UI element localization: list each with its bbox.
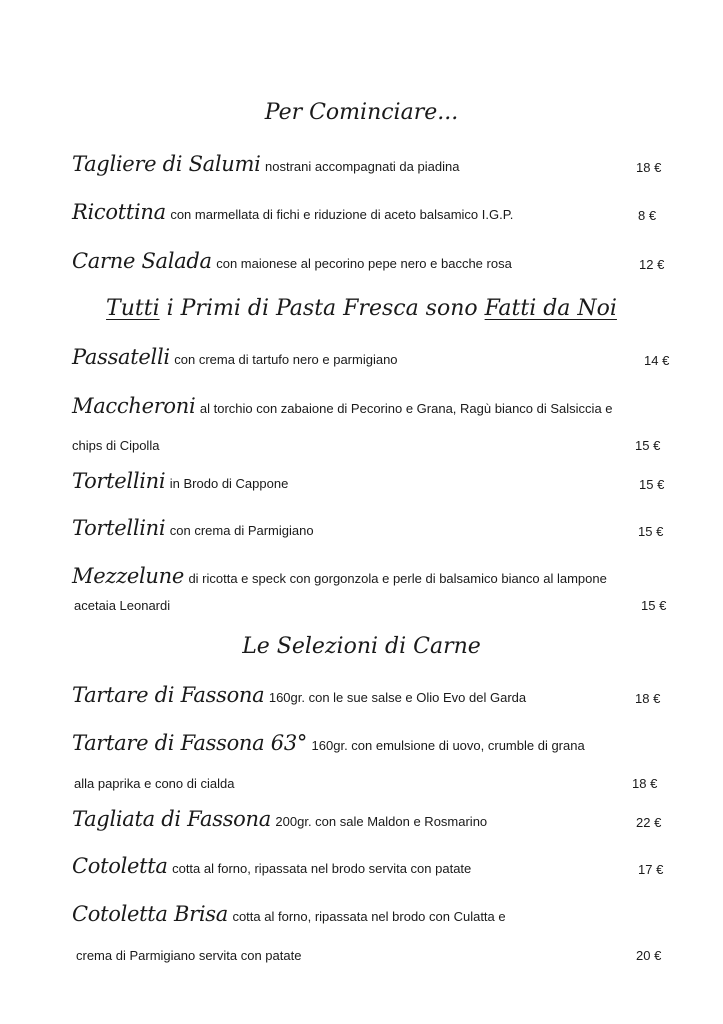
dish-price: 14 €: [644, 353, 670, 368]
menu-item-tortellini-brodo: [72, 469, 288, 493]
menu-item-cotoletta: [72, 854, 471, 878]
dish-name: Tortellini: [72, 469, 166, 493]
dish-description: 200gr. con sale Maldon e Rosmarino: [275, 814, 488, 829]
dish-price: 17 €: [638, 862, 664, 877]
section-title-antipasti: Per Cominciare...: [264, 100, 459, 125]
menu-item-ricottina: [72, 200, 513, 224]
dish-description: cotta al forno, ripassata nel brodo servita con patate: [172, 861, 472, 876]
dish-name: Tartare di Fassona 63°: [72, 731, 308, 755]
dish-name: Tagliere di Salumi: [72, 152, 261, 176]
title-part-fatti: Fatti da Noi: [484, 296, 617, 321]
dish-price: 15 €: [635, 438, 661, 453]
dish-description-continued: alla paprika e cono di cialda: [74, 776, 235, 791]
dish-description: con crema di Parmigiano: [169, 523, 314, 538]
dish-name: Mezzelune: [72, 564, 184, 588]
menu-item-tagliata: [72, 807, 487, 831]
dish-price: 15 €: [639, 477, 665, 492]
section-title-primi: [0, 296, 723, 321]
dish-description: con marmellata di fichi e riduzione di aceto balsamico I.G.P.: [170, 207, 514, 222]
dish-description: 160gr. con emulsione di uovo, crumble di grana: [311, 738, 585, 753]
dish-name: Carne Salada: [72, 249, 212, 273]
dish-price: 18 €: [635, 691, 661, 706]
menu-item-carne-salada: [72, 249, 512, 273]
dish-price: 12 €: [639, 257, 665, 272]
dish-price: 22 €: [636, 815, 662, 830]
dish-name: Tartare di Fassona: [72, 683, 265, 707]
dish-price: 8 €: [638, 208, 657, 223]
dish-name: Ricottina: [72, 200, 166, 224]
dish-description: 160gr. con le sue salse e Olio Evo del Garda: [268, 690, 527, 705]
menu-item-maccheroni: [72, 394, 613, 418]
dish-name: Cotoletta: [72, 854, 168, 878]
dish-price: 15 €: [641, 598, 667, 613]
menu-item-tortellini-parmigiano: [72, 516, 314, 540]
title-part-middle: i Primi di Pasta Fresca sono: [159, 296, 485, 321]
dish-price: 18 €: [632, 776, 658, 791]
dish-price: 15 €: [638, 524, 664, 539]
dish-description-continued: crema di Parmigiano servita con patate: [76, 948, 302, 963]
dish-description: al torchio con zabaione di Pecorino e Grana, Ragù bianco di Salsiccia e: [199, 401, 613, 416]
title-part-tutti: Tutti: [106, 296, 160, 321]
dish-name: Maccheroni: [72, 394, 196, 418]
dish-description: con maionese al pecorino pepe nero e bacche rosa: [216, 256, 512, 271]
dish-description-continued: chips di Cipolla: [72, 438, 160, 453]
menu-item-cotoletta-brisa: [72, 902, 506, 926]
dish-description-continued: acetaia Leonardi: [74, 598, 171, 613]
dish-price: 20 €: [636, 948, 662, 963]
dish-description: nostrani accompagnati da piadina: [265, 159, 460, 174]
dish-name: Tagliata di Fassona: [72, 807, 271, 831]
dish-price: 18 €: [636, 160, 662, 175]
menu-item-tartare: [72, 683, 526, 707]
dish-name: Cotoletta Brisa: [72, 902, 228, 926]
dish-description: in Brodo di Cappone: [169, 476, 289, 491]
menu-item-mezzelune: [72, 564, 607, 588]
menu-item-passatelli: [72, 345, 398, 369]
dish-name: Passatelli: [72, 345, 170, 369]
dish-description: cotta al forno, ripassata nel brodo con Culatta e: [232, 909, 506, 924]
dish-description: di ricotta e speck con gorgonzola e perle di balsamico bianco al lampone: [188, 571, 607, 586]
section-title-carne: Le Selezioni di Carne: [242, 634, 481, 659]
menu-item-tagliere: [72, 152, 459, 176]
dish-name: Tortellini: [72, 516, 166, 540]
menu-item-tartare-63: [72, 731, 585, 755]
dish-description: con crema di tartufo nero e parmigiano: [174, 352, 398, 367]
